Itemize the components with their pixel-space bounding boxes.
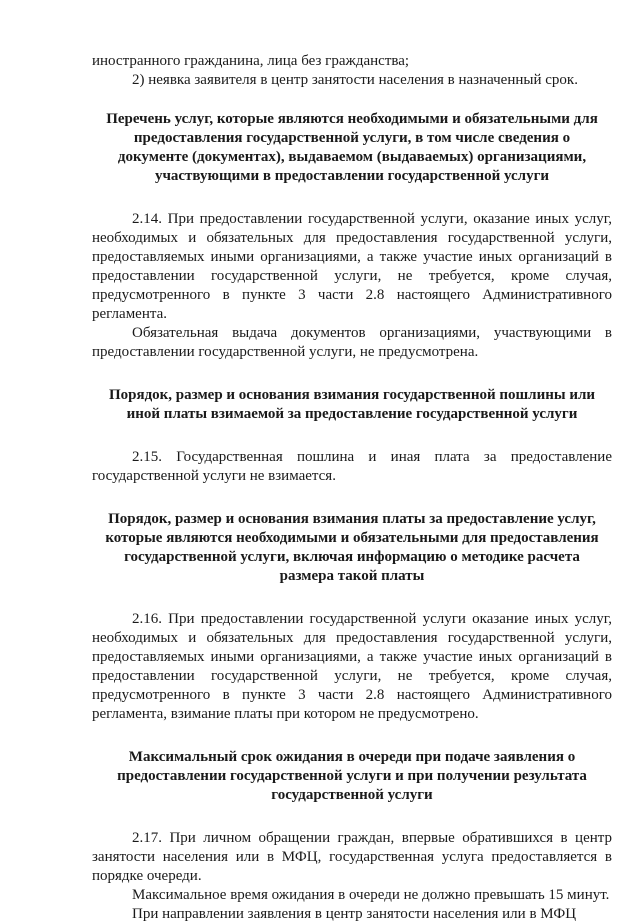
section-heading-queue-time: Максимальный срок ожидания в очереди при подаче заявления о предоставлении государственной услуги и при получении результата государственной услуги: [117, 749, 587, 803]
paragraph-2-17: 2.17. При личном обращении граждан, впервые обратившихся в центр занятости населения или в МФЦ, государственная услуга предоставляется в порядке очереди.: [92, 830, 612, 884]
paragraph-2-14: 2.14. При предоставлении государственной услуги, оказание иных услуг, необходимых и обязательных для предоставления государственной услуги, предоставляемых иными организациями, а также участие иных организаций в предоставлении государственной услуги, не требуется, кроме случая, предусмотренного в пункте 3 части 2.8 настоящего Административного регламента.: [92, 211, 612, 322]
section-heading-required-services: Перечень услуг, которые являются необходимыми и обязательными для предоставления государственной услуги, в том числе сведения о документе (документах), выдаваемом (выдаваемых) организациями, участвующими в предоставлении государственной услуги: [106, 111, 598, 184]
intro-line-1: иностранного гражданина, лица без гражданства;: [92, 53, 410, 69]
section-heading-fee-calculation: Порядок, размер и основания взимания платы за предоставление услуг, которые являются необходимыми и обязательными для предоставления государственной услуги, включая информацию о методике расчета размера такой платы: [105, 511, 599, 584]
intro-line-2: 2) неявка заявителя в центр занятости населения в назначенный срок.: [132, 72, 578, 88]
paragraph-application-submission: При направлении заявления в центр занятости населения или в МФЦ: [132, 906, 577, 922]
paragraph-max-wait: Максимальное время ожидания в очереди не должно превышать 15 минут.: [132, 887, 610, 903]
paragraph-2-16: 2.16. При предоставлении государственной услуги оказание иных услуг, необходимых и обязательных для предоставления государственной услуги, предоставляемых иными организациями, а также участие иных организаций в предоставлении государственной услуги, не требуется, кроме случая, предусмотренного в пункте 3 части 2.8 настоящего Административного регламента, взимание платы при котором не предусмотрено.: [92, 611, 612, 722]
section-heading-state-duty: Порядок, размер и основания взимания государственной пошлины или иной платы взимаемой за предоставление государственной услуги: [108, 387, 596, 422]
paragraph-document-issuance: Обязательная выдача документов организациями, участвующими в предоставлении государственной услуги, не предусмотрена.: [92, 325, 612, 360]
document-body: [92, 52, 612, 924]
paragraph-2-15: 2.15. Государственная пошлина и иная плата за предоставление государственной услуги не взимается.: [92, 449, 612, 484]
